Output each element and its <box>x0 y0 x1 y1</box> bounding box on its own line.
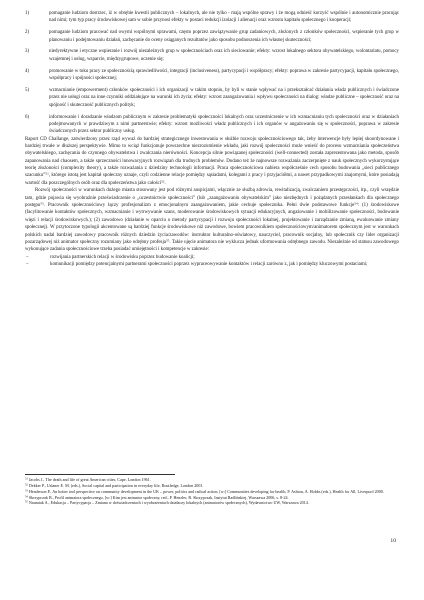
paragraph-text: , którego istotą jest kapitał społeczny uznaje, czyli codzienne relacje pomiędzy sąsiadami, kolegami z pracy i przyjaciółmi, a nawet przypadkowymi znajomymi, które posiadają wartość dla poszczególnych osób oraz dla społeczeństwa jako całości <box>25 173 399 186</box>
list-text: pomaganie ludziom pracować nad owymi wspólnymi sprawami, często poprzez zawiązywanie grup zadaniowych, złożonych z członków społeczności, wspieranie tych grup w planowaniu i podejmowaniu działań, zachęcanie do oceny osiąganych rezultatów jako sposobu podnoszenia ich własnej skuteczności; <box>49 30 399 43</box>
list-number: 6) <box>25 114 30 120</box>
footnote-number: 52 <box>25 483 28 487</box>
list-text: wzmacnianie (empowerment) członków społeczności i ich organizacji w takim stopniu, by byli w stanie wpływać na i przekształcać działania władz publicznych i świadczone przez nie usługi oraz na inne czynniki oddziałujące na warunki ich życia; efekty: wzrost zaangażowania i wpływu społeczności na dialog: władze publiczne – społeczność oraz na spójność i skuteczność publicznych polityk; <box>49 87 399 108</box>
list-number: 1) <box>25 11 30 16</box>
list-number: 4) <box>25 68 30 74</box>
page-number: 10 <box>390 538 396 544</box>
footnote-ref[interactable]: 53 <box>40 201 44 206</box>
footnote-divider <box>25 474 175 475</box>
list-text: informowanie i doradzanie władzom publicznym w zakresie problematyki społeczności lokalnych oraz uczestniczenie w ich wzmacnianiu tych społeczności oraz w działaniach podejmowanych w prawdziwym z nimi partnerstwie; efekty: wzrost możliwości władz publicznych i ich organów w angażowaniu się w społeczności, poprawa w zakresie świadczonych przez sektor publiczny usług. <box>49 114 399 135</box>
paragraph-text: : (1) środowiskowe (facylitowanie kontaktów społecznych, wzmacnianie i wytrwywanie szans, moderowanie środowiskowych sytuacji edukacyjnych, angażowanie i mobilizowanie społeczności, budowanie więzi i relacji środowiskowych.); (2) zawodowo (działanie w oparciu o metody partycypacji i rozwoju społeczności lokalnej, projektowanie i zarządzanie zmianą, ewaluowanie zmiany społecznej). W przytoczone typologii akcentowane są bardziej funkcje środowiskowe niż zawodowe, bowiem pracownikiem społecznościowym/animatorem społecznym jest w warunkach polskich nadal bardziej zawodowy pracownik różnych dziedzin życia/zawodów: instruktor kulturalno-oświatowy, nauczyciel, pracownik socjalny, lub społecznik czy lider organizacji pozarządowej niż animator społeczny rozumiany jako odrębny profesja <box>25 203 399 245</box>
paragraph-text: . Takie ujęcie animatora nie wyklucza jednak uformowania odrębnego zawodu. Niezależnie od statusu zawodowego wykonujące zadania społecznościowe trzeba posiadać umiejętności i kompetencje w zakresie: <box>25 239 399 253</box>
list-number: 2) <box>25 30 30 36</box>
footnote <box>25 477 399 482</box>
footnote-ref[interactable]: 55 <box>165 238 170 243</box>
footnote-text: Dekker P., Uslaner E. M. (eds.), Social capital and participation in everyday life, Routledge, London 2001. <box>28 482 204 488</box>
footnote <box>25 483 399 488</box>
list-item <box>25 29 399 44</box>
body-text <box>25 10 399 269</box>
dash-item <box>25 261 399 268</box>
footnote-text: Henderson P., An hotter tool perspective on community development in the UK – power, politics and radical action, [w:] Communities developing for health, P. Ashton, A. Hobbs (eds.), Health for All, Liverpool 2000. <box>28 488 384 494</box>
footnote-ref[interactable]: 52 <box>161 178 165 183</box>
numbered-list <box>25 10 399 136</box>
footnote-text: Skrzypczak B., Profil animatora społecznego, [w:] Kim jest animator społeczny, red., P. Henzler, B. Skrzypczak, Instytut Radlińskiej, Warszawa 2006, s. 8-24. <box>28 494 289 500</box>
paragraph <box>25 136 399 187</box>
dash-text: komunikacji pomiędzy potencjalnymi partnerami społeczności poprzez wypraceowywanie kontaktów i relacji zarówno z, jak i pomiędzy kluczowymi postaciami; <box>50 262 368 268</box>
list-item <box>25 48 399 63</box>
dash-mark: – <box>26 254 29 260</box>
footnote-number: 55 <box>25 500 28 504</box>
dash-list <box>25 254 399 269</box>
list-item <box>25 114 399 136</box>
footnote <box>25 500 399 505</box>
list-item <box>25 68 399 83</box>
footnotes <box>25 474 399 506</box>
footnote-number: 53 <box>25 489 28 493</box>
paragraph-text: . Pracownik społecznościowy łączy profesjonalizm z emocjonalnym zaangażowaniem, jakie cechuje społecznika. Pełni dwie podstawowe funkcje <box>43 203 355 209</box>
footnote <box>25 489 399 494</box>
footnote-text: Naumiak A., Edukacja – Partycypacja – Zmiana w doświadczeniach i wyobrażeniach działaczy lokalnych (animatorów społecznych), Wydawnictwo UW, Warszawa 2014. <box>28 500 309 506</box>
list-number: 5) <box>25 87 30 93</box>
footnote-text: Jacobs J., The death and life of great American cities, Cape, London 1961. <box>28 477 151 483</box>
list-item <box>25 10 399 25</box>
dash-item <box>25 254 399 261</box>
footnote <box>25 495 399 500</box>
dash-text: rozwijania partnerskich relacji w środowisku poprzez budowanie koalicji; <box>50 254 195 260</box>
list-number: 3) <box>25 49 30 55</box>
list-text: promowanie w toku pracy ze społecznością sprawiedliwości, integracji (inclusiveness), partycypacji i współpracy; efekty: poprawa w zakresie partycypacji, kapitału społecznego, współpracy i spójności społecznej; <box>49 68 399 82</box>
footnote-number: 54 <box>25 495 28 499</box>
paragraph-text: . <box>164 180 166 186</box>
dash-mark: – <box>26 262 29 268</box>
footnote-ref[interactable]: 54 <box>354 201 358 206</box>
paragraph-text: Rozwój społeczności w warunkach dużego miasta stosowany jest pod różnymi auspicjami, włącznie ze służbą zdrowia, rewitalizacją, zwalczaniem przestępczości, itp., czyli wszędzie tam, gdzie pojawia się wyobraźnie przeświadczenie o „uczestnictwie społeczności” (lub „zaangażowaniu obywatelskim” jako niezbędnych i pożądanych przesłankach dla społecznego postępu <box>25 188 399 209</box>
list-text: pomaganie ludziom dostrzec, iż w obrębie kwestii publicznych – lokalnych, ale nie tylko - mają wspólne sprawy i że mogą odnieść korzyść wspólnie i autonomicznie pracując nad nimi; tym typ pracy środowiskowej sam w sobie przynosi efekty w postaci redukcji izolacji i alienacji oraz wzrostu kapitału społecznego i kooperacji; <box>49 11 399 24</box>
list-text: niedyrektywne i etyczne wspieranie i rozwój niezależnych grup w społecznościach oraz ich sieciowanie; efekty: wzrost lokalnego sektora obywatelskiego, wolontariatu, pomocy wzajemnej i usług, wsparcie, międzygrupowe, uczenie się; <box>49 49 399 62</box>
paragraph-text: Raport CD Challange, zatwierdzony przez rząd wyważ do bardziej strategicznego inwestowania w służbie rozwoju społecznościowego tak, żeby interwencje były lepiej skoordynowane i bardziej trwałe w dłuższej perspektywie. Mimo to wciąż funkcjonuje powszechne niezrozumienie wkładu, jaki rozwój społeczności może wnieść do procesu wzmacniania społeczeństwa obywatelskiego, zachęcania do czynnego obywatelstwa i zwalczania nierówności. Koncepcja silnie powiązanej społeczności (well-connected) została zaprezentowana jako metoda, sposób zapanowania nad chaosem, a także sprzeczności innowacyjnych rozwiązań dla trudnych problemów. Dodano też że najnowsze rozważania zaczerpnięte z nauk społecznych wykorzystujące teorię złożoności (complexity theory), a także rozważania z dziedziny technologii informacji. Praca społecznościowa nabiera współcześnie cech sposobu budowania „sieci publicznego szacunku” <box>25 136 399 179</box>
footnote-number: 51 <box>25 477 28 481</box>
list-item <box>25 87 399 109</box>
footnote-ref[interactable]: 51 <box>45 171 49 176</box>
paragraph <box>25 187 399 253</box>
